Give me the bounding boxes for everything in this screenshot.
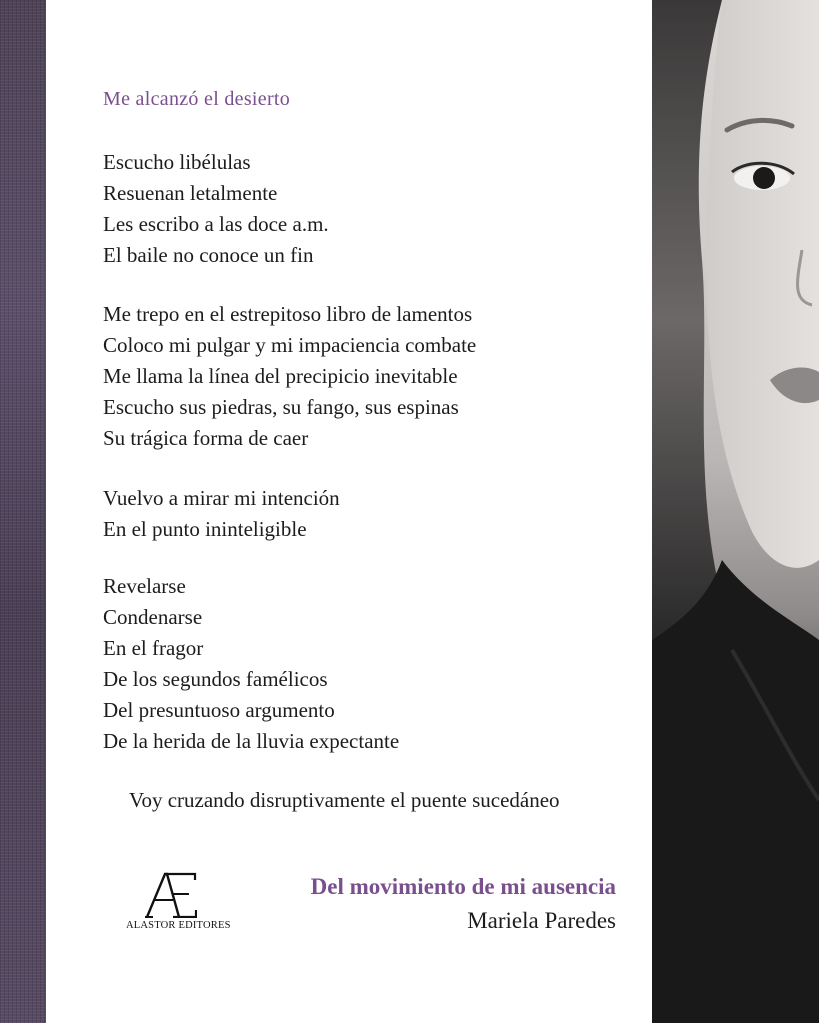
poem-line: De los segundos famélicos <box>103 667 328 691</box>
publisher-name: ALASTOR EDITORES <box>126 920 231 931</box>
poem-closing-line: Voy cruzando disruptivamente el puente sucedáneo <box>129 788 560 812</box>
poem-line: Coloco mi pulgar y mi impaciencia combate <box>103 333 477 357</box>
stanza-3 <box>103 483 340 545</box>
poem-line: Del presuntuoso argumento <box>103 698 335 722</box>
stanza-1 <box>103 147 329 271</box>
publisher-logo <box>126 872 231 931</box>
ae-ligature-icon <box>145 872 197 918</box>
poem-line: Vuelvo a mirar mi intención <box>103 486 340 510</box>
poem-line: De la herida de la lluvia expectante <box>103 729 400 753</box>
poem-line: Escucho libélulas <box>103 150 251 174</box>
stanza-4 <box>103 571 399 757</box>
poem-title: Me alcanzó el desierto <box>103 88 291 110</box>
poem-line: El baile no conoce un fin <box>103 243 314 267</box>
portrait-image <box>652 0 819 1023</box>
poem-line: Me llama la línea del precipicio inevitable <box>103 364 458 388</box>
stanza-2 <box>103 299 476 454</box>
poem-line: Me trepo en el estrepitoso libro de lamentos <box>103 302 473 326</box>
poem-line: Revelarse <box>103 574 186 598</box>
book-title: Del movimiento de mi ausencia <box>310 874 616 899</box>
poem-line: Su trágica forma de caer <box>103 426 309 450</box>
left-texture-strip <box>0 0 46 1023</box>
poem-line: Escucho sus piedras, su fango, sus espinas <box>103 395 459 419</box>
author-portrait <box>652 0 819 1023</box>
poem-line: Resuenan letalmente <box>103 181 278 205</box>
poem-line: Les escribo a las doce a.m. <box>103 212 329 236</box>
poem-line: En el fragor <box>103 636 204 660</box>
poem-page <box>46 0 652 1023</box>
author-name: Mariela Paredes <box>467 908 616 933</box>
poem-line: Condenarse <box>103 605 203 629</box>
poem-line: En el punto ininteligible <box>103 517 307 541</box>
